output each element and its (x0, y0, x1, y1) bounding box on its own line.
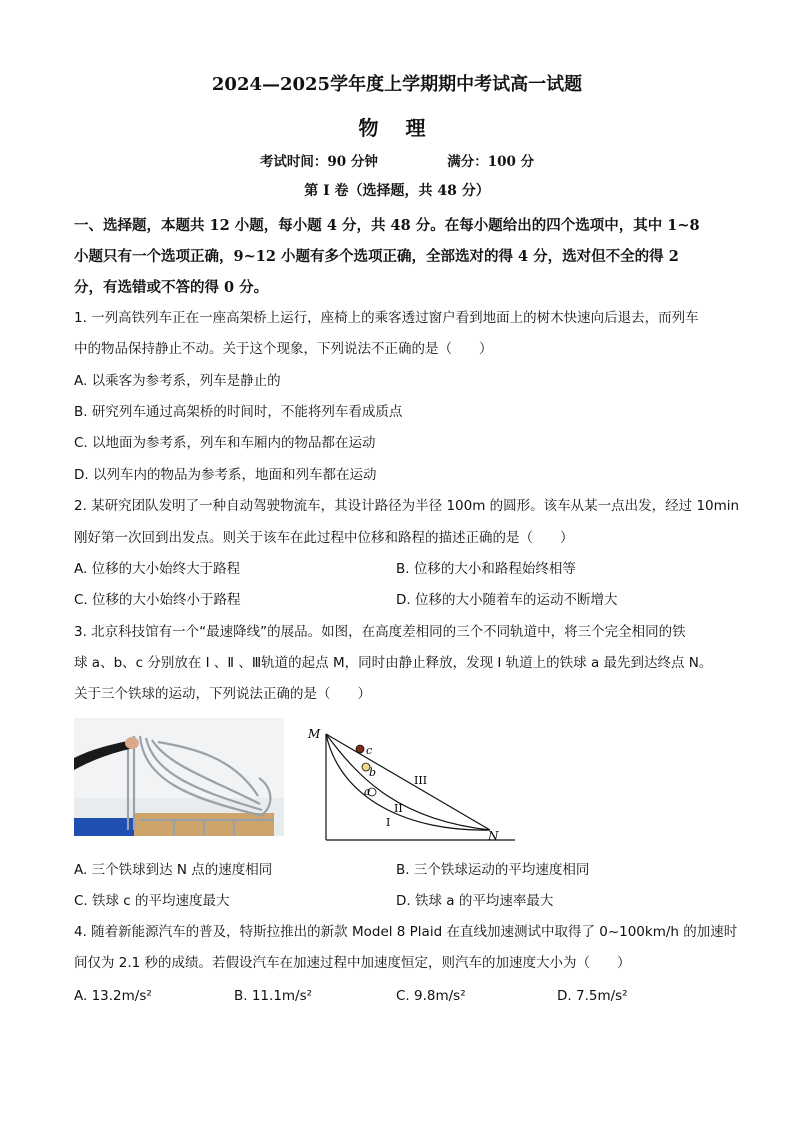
q4-option-c: C. 9.8m/s² (396, 988, 466, 1004)
q1-stem-line: 1. 一列高铁列车正在一座高架桥上运行，座椅上的乘客透过窗户看到地面上的树木快速向后退去，而列车 (74, 310, 699, 326)
q4-stem-line: 4. 随着新能源汽车的普及，特斯拉推出的新款 Model 8 Plaid 在直线加速测试中取得了 0~100km/h 的加速时 (74, 924, 738, 940)
q4-option-a: A. 13.2m/s² (74, 988, 152, 1004)
track-iii-label: III (414, 774, 428, 787)
instruction-line: 小题只有一个选项正确，9~12 小题有多个选项正确，全部选对的得 4 分，选对但不全的得 2 (74, 248, 679, 265)
q2-option-c: C. 位移的大小始终小于路程 (74, 592, 241, 608)
q3-stem-line: 关于三个铁球的运动，下列说法正确的是（ ） (74, 686, 371, 702)
q3-option-d: D. 铁球 a 的平均速率最大 (396, 893, 554, 909)
q3-option-a: A. 三个铁球到达 N 点的速度相同 (74, 862, 273, 878)
exam-meta (0, 150, 794, 170)
track-ii-label: II (394, 802, 403, 815)
part-heading: 第 I 卷（选择题，共 48 分） (304, 183, 490, 199)
ball-b-label: b (369, 766, 377, 779)
q4-option-d: D. 7.5m/s² (557, 988, 628, 1004)
q3-option-c: C. 铁球 c 的平均速度最大 (74, 893, 230, 909)
ball-a-label: a (364, 785, 371, 798)
q2-option-d: D. 位移的大小随着车的运动不断增大 (396, 592, 618, 608)
q2-option-a: A. 位移的大小始终大于路程 (74, 561, 241, 577)
point-n-label: N (488, 829, 499, 843)
q4-stem-line: 间仅为 2.1 秒的成绩。若假设汽车在加速过程中加速度恒定，则汽车的加速度大小为（ ） (74, 955, 631, 971)
instruction-line: 分，有选错或不答的得 0 分。 (74, 279, 269, 296)
ball-c-label: c (366, 744, 373, 757)
track-i-label: I (386, 816, 391, 829)
point-m-label: M (308, 727, 321, 741)
subject-title: 物 理 (358, 116, 436, 140)
q3-option-b: B. 三个铁球运动的平均速度相同 (396, 862, 590, 878)
track-diagram (300, 720, 520, 848)
q3-stem-line: 球 a、b、c 分别放在 Ⅰ 、Ⅱ 、Ⅲ轨道的起点 M，同时由静止释放，发现 Ⅰ 轨道上的铁球 a 最先到达终点 N。 (74, 655, 713, 671)
q3-stem-line: 3. 北京科技馆有一个“最速降线”的展品。如图，在高度差相同的三个不同轨道中，将三个完全相同的铁 (74, 624, 686, 640)
q1-stem-line: 中的物品保持静止不动。关于这个现象，下列说法不正确的是（ ） (74, 341, 493, 357)
q1-option-c: C. 以地面为参考系，列车和车厢内的物品都在运动 (74, 435, 376, 451)
exam-time: 考试时间：90 分钟 (259, 154, 378, 170)
instruction-line: 一、选择题，本题共 12 小题，每小题 4 分，共 48 分。在每小题给出的四个选项中，其中 1~8 (74, 217, 700, 234)
exam-score: 满分：100 分 (447, 154, 535, 170)
q2-option-b: B. 位移的大小和路程始终相等 (396, 561, 576, 577)
q1-option-b: B. 研究列车通过高架桥的时间时，不能将列车看成质点 (74, 404, 403, 420)
q1-option-a: A. 以乘客为参考系，列车是静止的 (74, 373, 281, 389)
exhibit-photo (74, 718, 284, 836)
q4-option-b: B. 11.1m/s² (234, 988, 313, 1004)
exam-title: 2024—2025学年度上学期期中考试高一试题 (211, 74, 583, 95)
q1-option-d: D. 以列车内的物品为参考系，地面和列车都在运动 (74, 467, 377, 483)
q2-stem-line: 2. 某研究团队发明了一种自动驾驶物流车，其设计路径为半径 100m 的圆形。该车从某一点出发，经过 10min (74, 498, 740, 514)
section-instructions (74, 210, 724, 303)
q2-stem-line: 刚好第一次回到出发点。则关于该车在此过程中位移和路程的描述正确的是（ ） (74, 530, 574, 546)
